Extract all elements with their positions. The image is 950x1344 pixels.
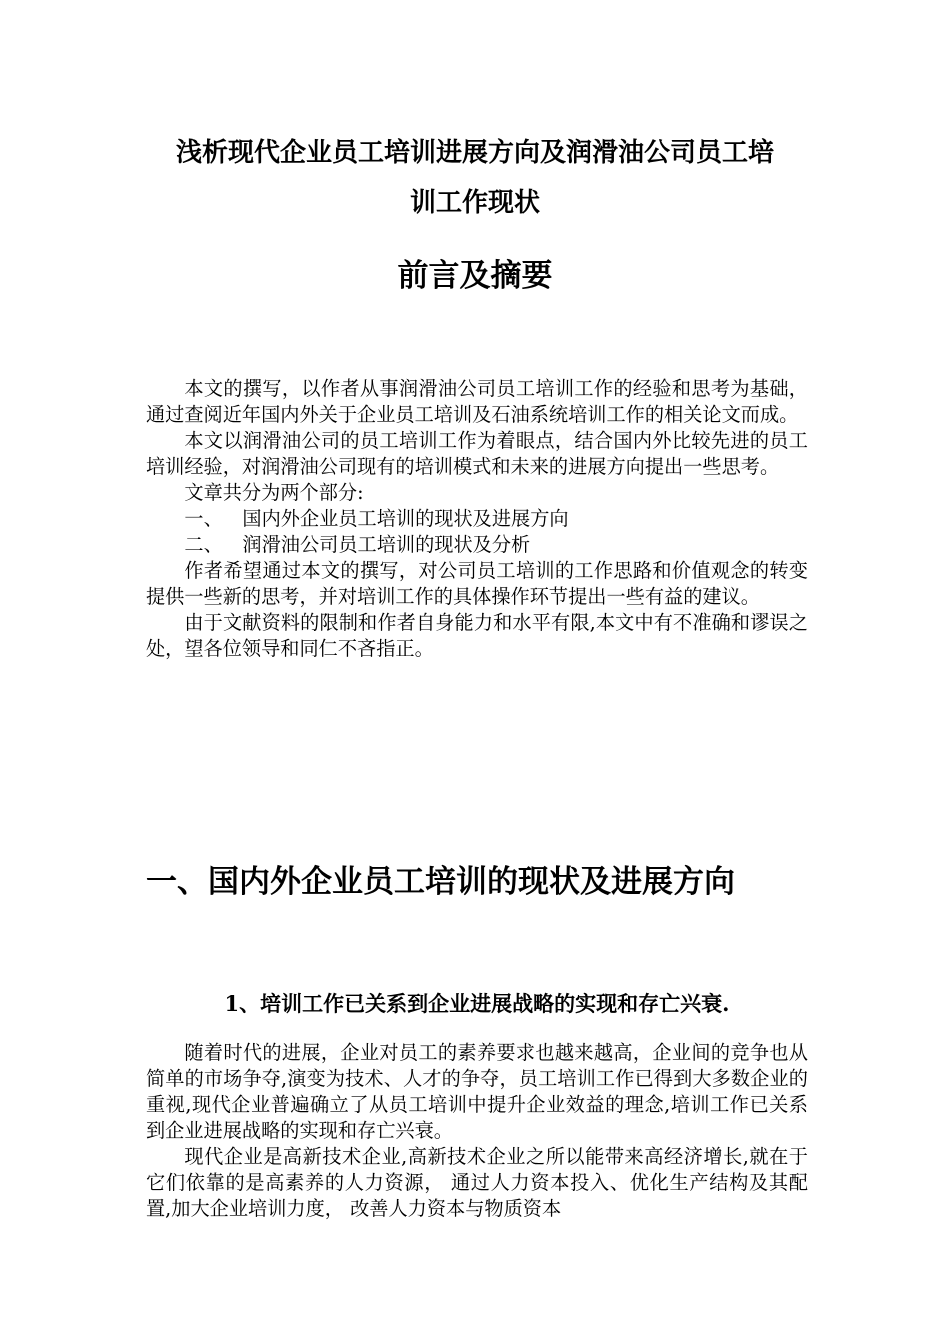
abstract-section xyxy=(146,376,808,662)
outline-item-2 xyxy=(146,532,808,558)
subsection-1-heading: 1、培训工作已关系到企业进展战略的实现和存亡兴衰. xyxy=(224,991,730,1016)
outline-item-number: 二、 xyxy=(184,533,223,556)
abstract-paragraph: 本文的撰写，以作者从事润滑油公司员工培训工作的经验和思考为基础，通过查阅近年国内外关于企业员工培训及石油系统培训工作的相关论文而成。 xyxy=(146,377,808,426)
section-1-heading: 一、国内外企业员工培训的现状及进展方向 xyxy=(146,864,735,900)
outline-item-text: 国内外企业员工培训的现状及进展方向 xyxy=(242,507,569,530)
section-1-body xyxy=(146,1040,808,1222)
abstract-paragraph: 由于文献资料的限制和作者自身能力和水平有限,本文中有不准确和谬误之处，望各位领导和同仁不吝指正。 xyxy=(146,611,808,660)
document-title xyxy=(138,128,812,228)
outline-item-text: 润滑油公司员工培训的现状及分析 xyxy=(242,533,531,556)
abstract-paragraph: 作者希望通过本文的撰写，对公司员工培训的工作思路和价值观念的转变提供一些新的思考，并对培训工作的具体操作环节提出一些有益的建议。 xyxy=(146,559,808,608)
document-title-line-2: 训工作现状 xyxy=(409,188,540,218)
outline-item-1 xyxy=(146,506,808,532)
preface-heading: 前言及摘要 xyxy=(397,258,553,294)
abstract-paragraph: 本文以润滑油公司的员工培训工作为着眼点，结合国内外比较先进的员工培训经验，对润滑油公司现有的培训模式和未来的进展方向提出一些思考。 xyxy=(146,429,808,478)
outline-item-number: 一、 xyxy=(184,507,223,530)
body-paragraph: 随着时代的进展，企业对员工的素养要求也越来越高，企业间的竞争也从简单的市场争夺,演变为技术、人才的争夺，员工培训工作已得到大多数企业的重视,现代企业普遍确立了从员工培训中提升企业效益的理念,培训工作已关系到企业进展战略的实现和存亡兴衰。 xyxy=(146,1041,808,1142)
abstract-paragraph: 文章共分为两个部分: xyxy=(184,481,364,504)
body-paragraph: 现代企业是高新技术企业,高新技术企业之所以能带来高经济增长,就在于它们依靠的是高素养的人力资源， 通过人力资本投入、优化生产结构及其配置,加大企业培训力度， 改善人力资本与物质资本 xyxy=(146,1145,808,1220)
document-title-line-1: 浅析现代企业员工培训进展方向及润滑油公司员工培 xyxy=(175,138,774,168)
